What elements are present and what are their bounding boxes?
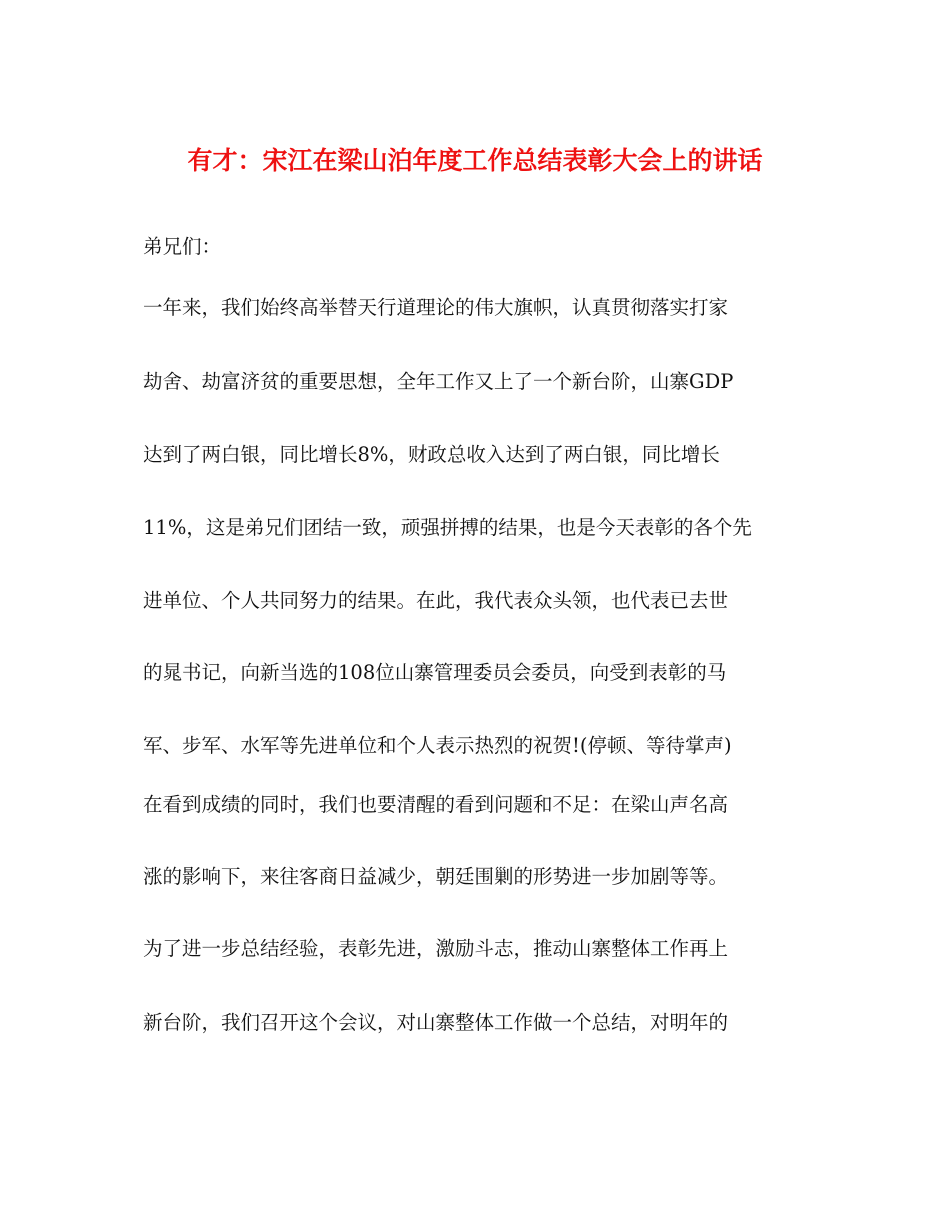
document-title: 有才：宋江在梁山泊年度工作总结表彰大会上的讲话 <box>187 146 763 175</box>
body-line: 劫舍、劫富济贫的重要思想，全年工作又上了一个新台阶，山寨GDP <box>143 370 734 393</box>
body-line: 11%，这是弟兄们团结一致，顽强拼搏的结果，也是今天表彰的各个先 <box>143 516 752 539</box>
salutation-line: 弟兄们： <box>143 235 222 258</box>
body-line: 一年来，我们始终高举替天行道理论的伟大旗帜，认真贯彻落实打家 <box>143 296 729 319</box>
body-line: 涨的影响下，来往客商日益减少，朝廷围剿的形势进一步加剧等等。 <box>143 865 729 888</box>
body-line: 为了进一步总结经验，表彰先进，激励斗志，推动山寨整体工作再上 <box>143 937 729 960</box>
body-line: 进单位、个人共同努力的结果。在此，我代表众头领，也代表已去世 <box>143 589 729 612</box>
body-line: 在看到成绩的同时，我们也要清醒的看到问题和不足：在梁山声名高 <box>143 793 729 816</box>
body-line: 达到了两白银，同比增长8%，财政总收入达到了两白银，同比增长 <box>143 443 720 466</box>
body-line: 新台阶，我们召开这个会议，对山寨整体工作做一个总结，对明年的 <box>143 1011 729 1034</box>
body-line: 军、步军、水军等先进单位和个人表示热烈的祝贺!(停顿、等待掌声) <box>143 734 732 757</box>
body-line: 的晁书记，向新当选的108位山寨管理委员会委员，向受到表彰的马 <box>143 661 727 684</box>
